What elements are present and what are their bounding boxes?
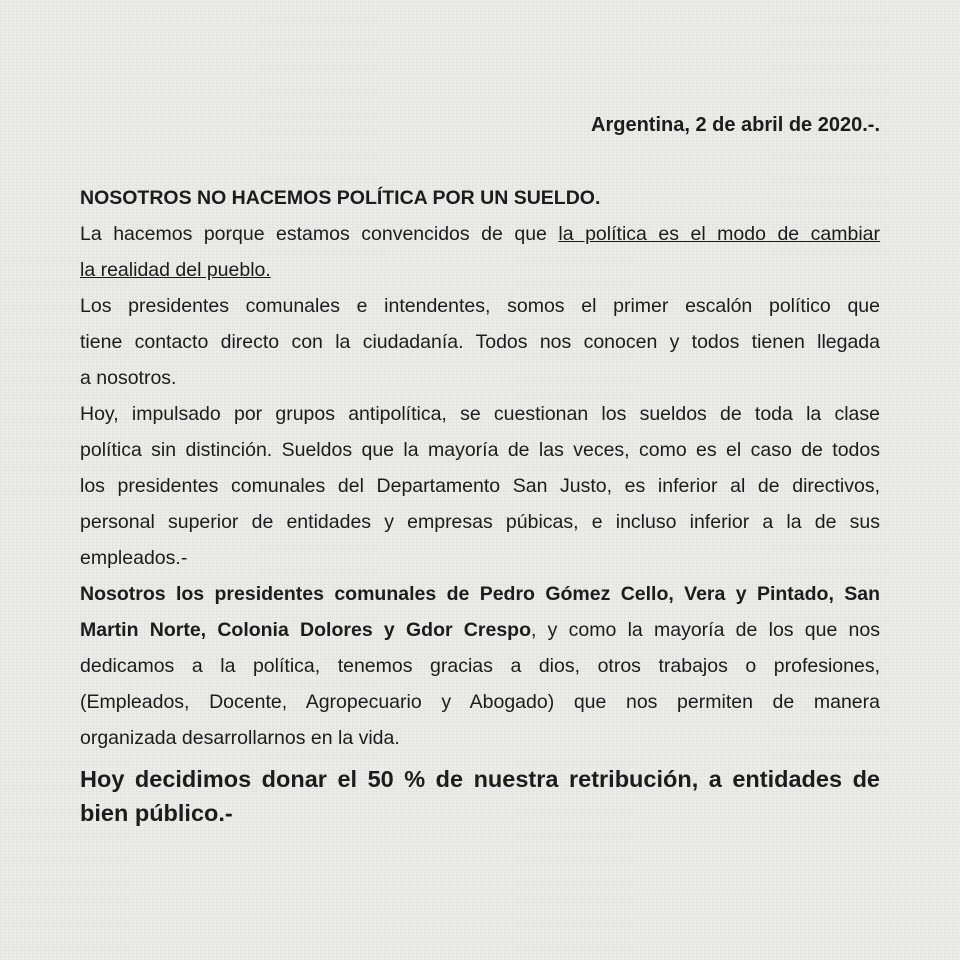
text-line — [80, 580, 880, 616]
text-line — [80, 436, 880, 472]
text-segment: dedicamos a la política, tenemos gracias a dios, otros trabajos o profesiones, — [80, 655, 880, 677]
text-segment: los presidentes comunales del Departamento San Justo, es inferior al de directivos, — [80, 475, 880, 497]
text-segment: personal superior de entidades y empresas púbicas, e incluso inferior a la de sus — [80, 511, 880, 533]
text-segment: (Empleados, Docente, Agropecuario y Abogado) que nos permiten de manera — [80, 691, 880, 713]
text-segment: política sin distinción. Sueldos que la mayoría de las veces, como es el caso de todos — [80, 439, 880, 461]
letter-date: Argentina, 2 de abril de 2020.-. — [591, 114, 880, 136]
text-line — [80, 724, 880, 760]
text-line — [80, 292, 880, 328]
text-segment: bien público.- — [80, 800, 233, 826]
text-segment: , y como la mayoría de los que nos — [531, 619, 880, 641]
text-segment: empleados.- — [80, 547, 188, 569]
text-segment: Hoy decidimos donar el 50 % de nuestra retribución, a entidades de — [80, 766, 880, 792]
text-segment: organizada desarrollarnos en la vida. — [80, 727, 400, 749]
text-line — [80, 544, 880, 580]
text-line — [80, 184, 880, 220]
text-line — [80, 652, 880, 688]
text-line — [80, 328, 880, 364]
text-segment: a nosotros. — [80, 367, 177, 389]
text-line — [80, 220, 880, 256]
bold-text: Nosotros los presidentes comunales de Pedro Gómez Cello, Vera y Pintado, San — [80, 583, 880, 605]
text-segment: Los presidentes comunales e intendentes, somos el primer escalón político que — [80, 295, 880, 317]
text-segment: tiene contacto directo con la ciudadanía. Todos nos conocen y todos tienen llegada — [80, 331, 880, 353]
text-line — [80, 364, 880, 400]
text-line — [80, 616, 880, 652]
bold-text: Martin Norte, Colonia Dolores y Gdor Crespo — [80, 619, 531, 641]
text-line — [80, 762, 880, 796]
text-line — [80, 796, 880, 830]
text-line — [80, 472, 880, 508]
letter-body — [80, 184, 880, 830]
text-line — [80, 508, 880, 544]
text-segment: Hoy, impulsado por grupos antipolítica, se cuestionan los sueldos de toda la clase — [80, 403, 880, 425]
bold-text: NOSOTROS NO HACEMOS POLÍTICA POR UN SUELDO. — [80, 187, 601, 209]
text-line — [80, 256, 880, 292]
text-line — [80, 688, 880, 724]
underlined-text: la realidad del pueblo. — [80, 259, 271, 281]
text-segment: La hacemos porque estamos convencidos de que — [80, 223, 559, 245]
text-line — [80, 400, 880, 436]
underlined-text: la política es el modo de cambiar — [558, 223, 880, 245]
